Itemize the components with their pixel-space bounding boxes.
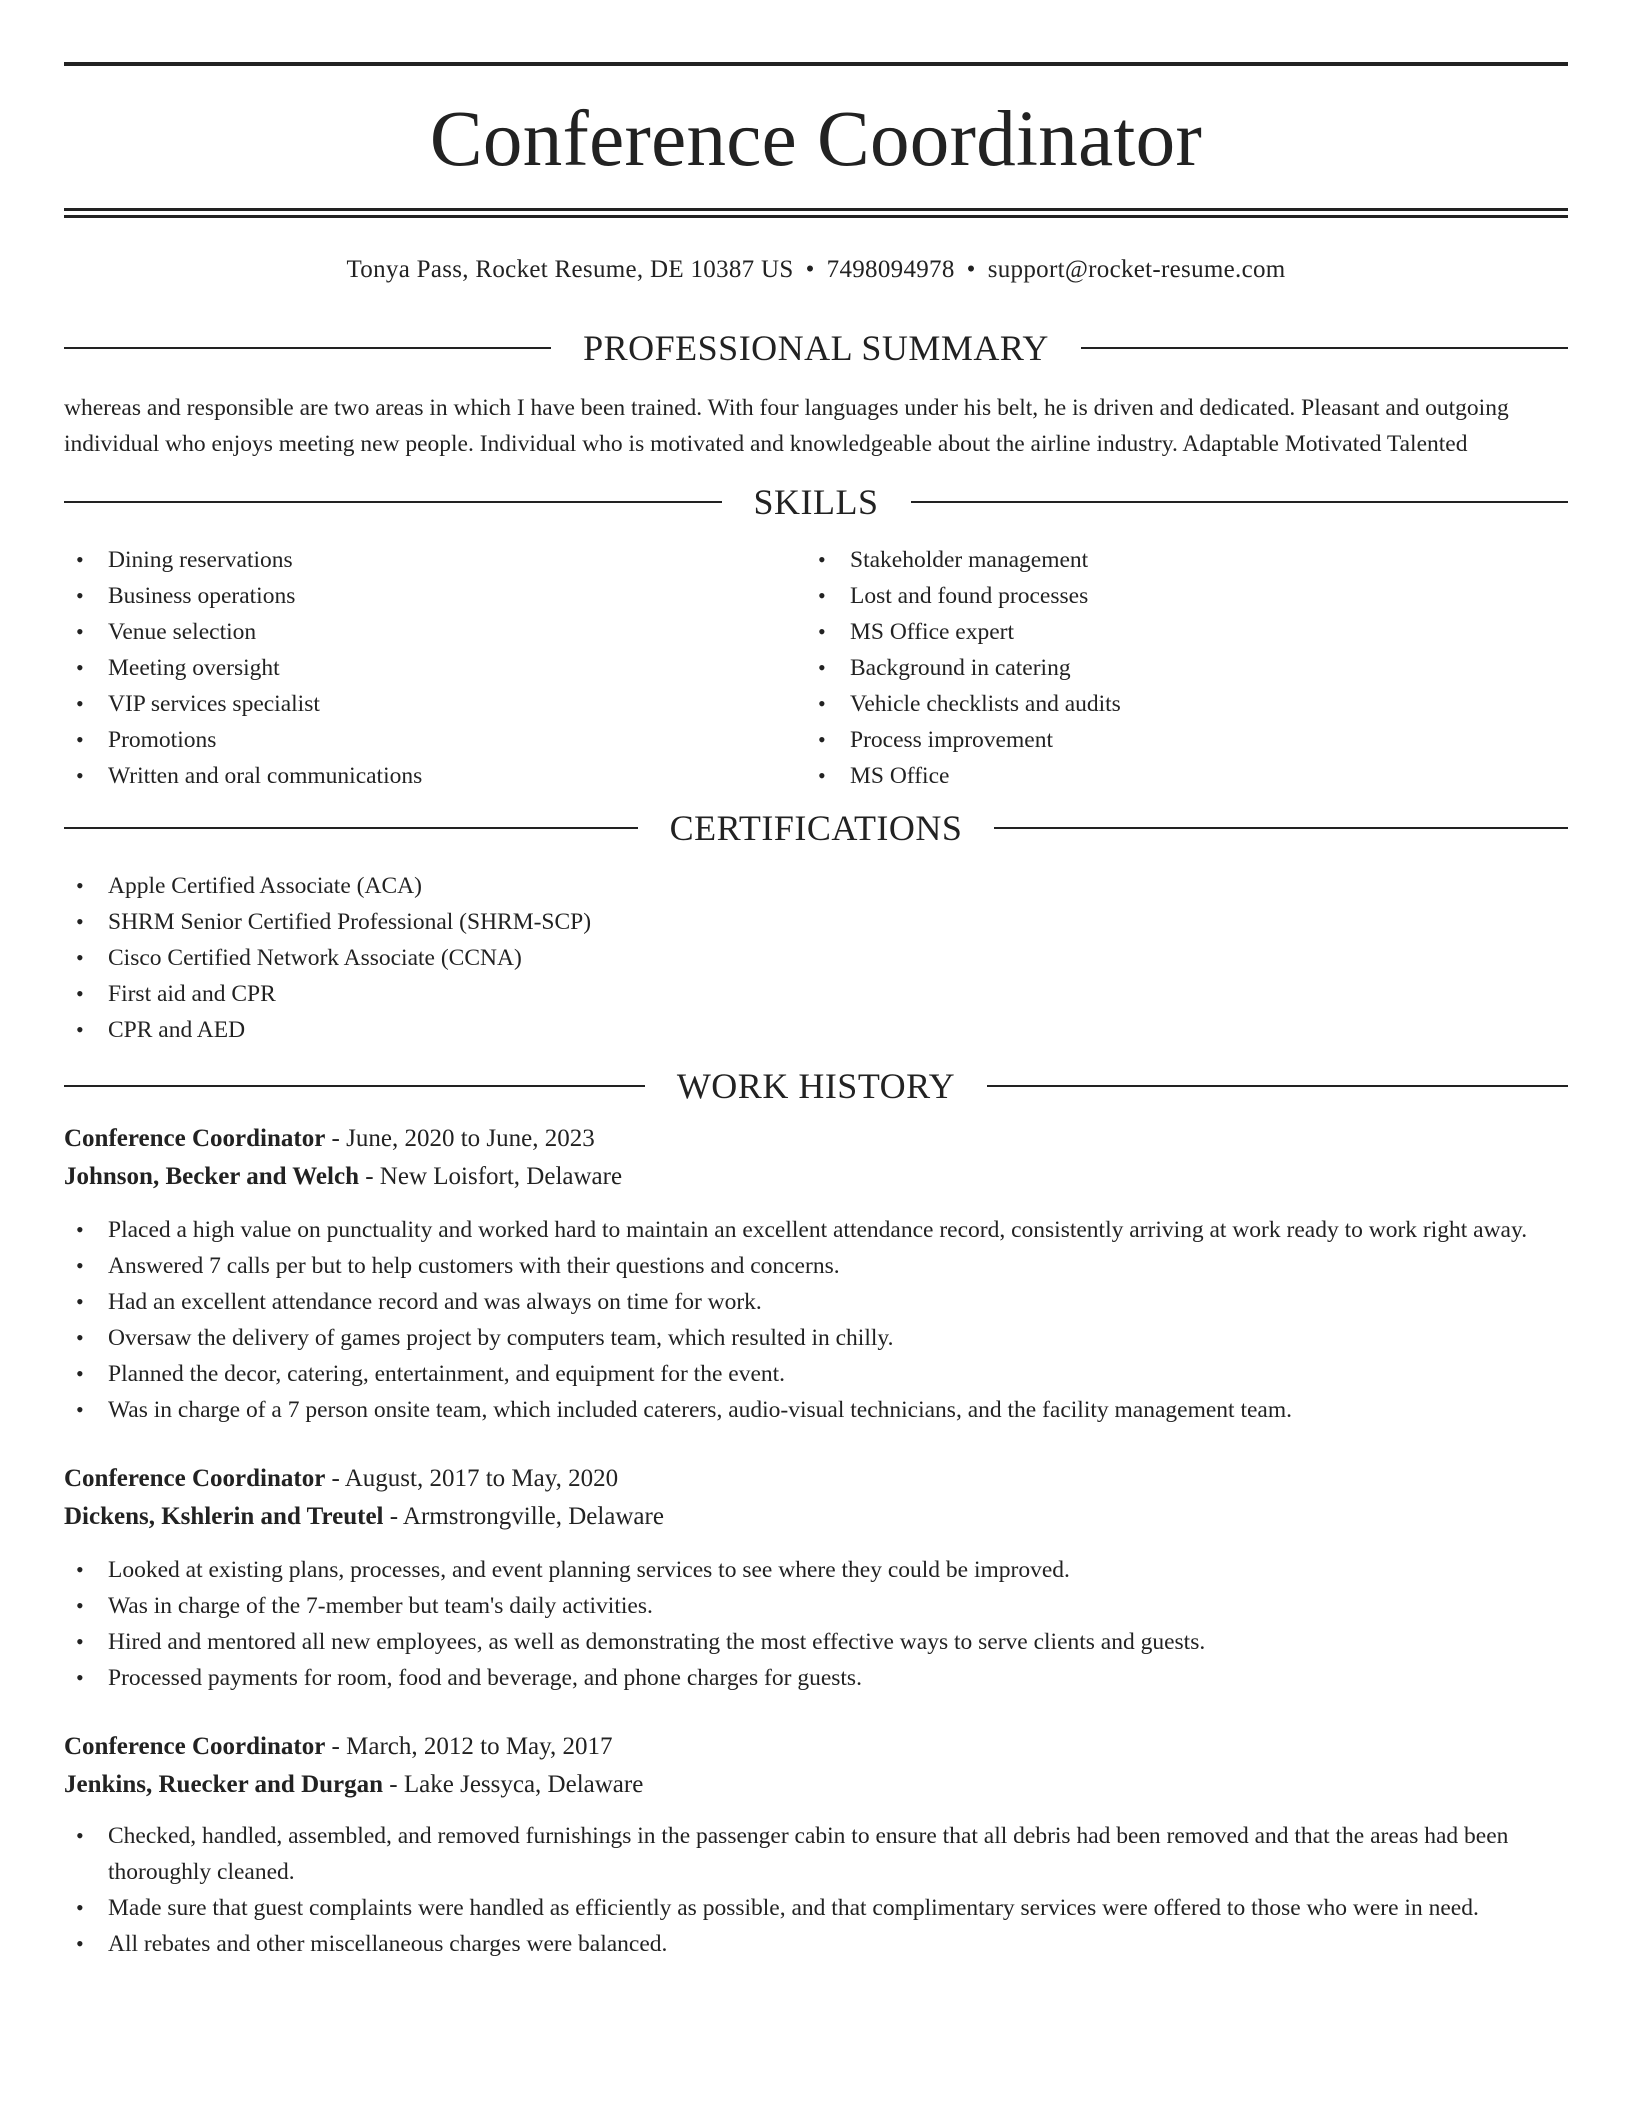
skill-item: • Written and oral communications (64, 758, 806, 794)
job-entry (64, 1728, 1568, 1962)
job-title-line (64, 1460, 1568, 1498)
work-history-heading (64, 1068, 1568, 1104)
skill-item: • MS Office (806, 758, 1548, 794)
job-bullet: • Looked at existing plans, processes, and event planning services to see where they could be improved. (64, 1552, 1568, 1588)
job-title: Conference Coordinator (64, 1733, 326, 1760)
skills-columns (64, 542, 1568, 794)
work-history-heading-text: WORK HISTORY (676, 1066, 956, 1106)
job-bullets (64, 1818, 1568, 1962)
job-title: Conference Coordinator (64, 1125, 326, 1152)
job-bullets (64, 1212, 1568, 1428)
certification-item: • Cisco Certified Network Associate (CCNA) (64, 940, 1568, 976)
job-company: Jenkins, Ruecker and Durgan (64, 1771, 384, 1798)
skills-heading-text: SKILLS (753, 482, 879, 522)
certification-item: • CPR and AED (64, 1012, 1568, 1048)
summary-text: whereas and responsible are two areas in which I have been trained. With four languages under his belt, he is driven and dedicated. Pleasant and outgoing individual who enjoys meeting new people. Individual who is motivated and knowledgeable about the airline industry. Adaptable Motivated Talented (64, 395, 1509, 457)
skill-item: • Dining reservations (64, 542, 806, 578)
job-company-line (64, 1158, 1568, 1196)
certifications-heading-text: CERTIFICATIONS (669, 808, 963, 848)
job-entry (64, 1120, 1568, 1428)
skill-item: • Vehicle checklists and audits (806, 686, 1548, 722)
certifications-heading (64, 810, 1568, 846)
contact-phone: 7498094978 (826, 256, 955, 283)
contact-separator: • (966, 256, 976, 283)
job-dates: - June, 2020 to June, 2023 (331, 1125, 595, 1152)
skill-item: • VIP services specialist (64, 686, 806, 722)
skill-item: • Stakeholder management (806, 542, 1548, 578)
job-bullet: • All rebates and other miscellaneous charges were balanced. (64, 1926, 1568, 1962)
skill-item: • Meeting oversight (64, 650, 806, 686)
job-bullet: • Answered 7 calls per but to help customers with their questions and concerns. (64, 1248, 1568, 1284)
skill-item: • Process improvement (806, 722, 1548, 758)
job-location: - Armstrongville, Delaware (389, 1503, 664, 1530)
job-bullet: • Processed payments for room, food and beverage, and phone charges for guests. (64, 1660, 1568, 1696)
job-location: - New Loisfort, Delaware (365, 1163, 623, 1190)
job-bullet: • Made sure that guest complaints were handled as efficiently as possible, and that complimentary services were offered to those who were in need. (64, 1890, 1568, 1926)
job-company: Johnson, Becker and Welch (64, 1163, 359, 1190)
skill-item: • Business operations (64, 578, 806, 614)
resume-title: Conference Coordinator (429, 96, 1203, 183)
skill-item: • Promotions (64, 722, 806, 758)
contact-line (64, 256, 1568, 290)
summary-heading (64, 330, 1568, 366)
contact-email: support@rocket-resume.com (987, 256, 1286, 283)
job-dates: - March, 2012 to May, 2017 (331, 1733, 613, 1760)
job-bullet: • Was in charge of the 7-member but team's daily activities. (64, 1588, 1568, 1624)
heading-rule (994, 827, 1568, 829)
job-bullet: • Planned the decor, catering, entertainment, and equipment for the event. (64, 1356, 1568, 1392)
certification-item: • Apple Certified Associate (ACA) (64, 868, 1568, 904)
contact-separator: • (805, 256, 815, 283)
skill-item: • Venue selection (64, 614, 806, 650)
skills-list-left (64, 542, 806, 794)
job-bullet: • Checked, handled, assembled, and removed furnishings in the passenger cabin to ensure that all debris had been removed and that the areas had been thoroughly cleaned. (64, 1818, 1568, 1890)
job-company-line (64, 1498, 1568, 1536)
job-location: - Lake Jessyca, Delaware (389, 1771, 644, 1798)
contact-address: Tonya Pass, Rocket Resume, DE 10387 US (346, 256, 794, 283)
job-dates: - August, 2017 to May, 2020 (331, 1465, 619, 1492)
skills-list-right (806, 542, 1548, 794)
skill-item: • Lost and found processes (806, 578, 1548, 614)
skills-heading (64, 484, 1568, 520)
job-company: Dickens, Kshlerin and Treutel (64, 1503, 384, 1530)
heading-rule (911, 501, 1569, 503)
certification-item: • First aid and CPR (64, 976, 1568, 1012)
job-entry (64, 1460, 1568, 1696)
job-title-line (64, 1728, 1568, 1766)
title-double-rule (64, 208, 1568, 218)
job-bullet: • Hired and mentored all new employees, as well as demonstrating the most effective ways to serve clients and guests. (64, 1624, 1568, 1660)
resume-page (64, 62, 1568, 1962)
heading-rule (64, 501, 722, 503)
job-bullet: • Oversaw the delivery of games project by computers team, which resulted in chilly. (64, 1320, 1568, 1356)
job-company-line (64, 1766, 1568, 1804)
heading-rule (64, 827, 638, 829)
job-bullet: • Had an excellent attendance record and was always on time for work. (64, 1284, 1568, 1320)
job-title-line (64, 1120, 1568, 1158)
heading-rule (987, 1085, 1568, 1087)
certifications-list (64, 868, 1568, 1048)
job-bullet: • Placed a high value on punctuality and worked hard to maintain an excellent attendance record, consistently arriving at work ready to work right away. (64, 1212, 1568, 1248)
heading-rule (64, 1085, 645, 1087)
job-bullet: • Was in charge of a 7 person onsite team, which included caterers, audio-visual technicians, and the facility management team. (64, 1392, 1568, 1428)
job-title: Conference Coordinator (64, 1465, 326, 1492)
skill-item: • Background in catering (806, 650, 1548, 686)
certification-item: • SHRM Senior Certified Professional (SHRM-SCP) (64, 904, 1568, 940)
job-bullets (64, 1552, 1568, 1696)
heading-rule (64, 347, 551, 349)
skill-item: • MS Office expert (806, 614, 1548, 650)
heading-rule (1081, 347, 1568, 349)
summary-heading-text: PROFESSIONAL SUMMARY (583, 328, 1049, 368)
